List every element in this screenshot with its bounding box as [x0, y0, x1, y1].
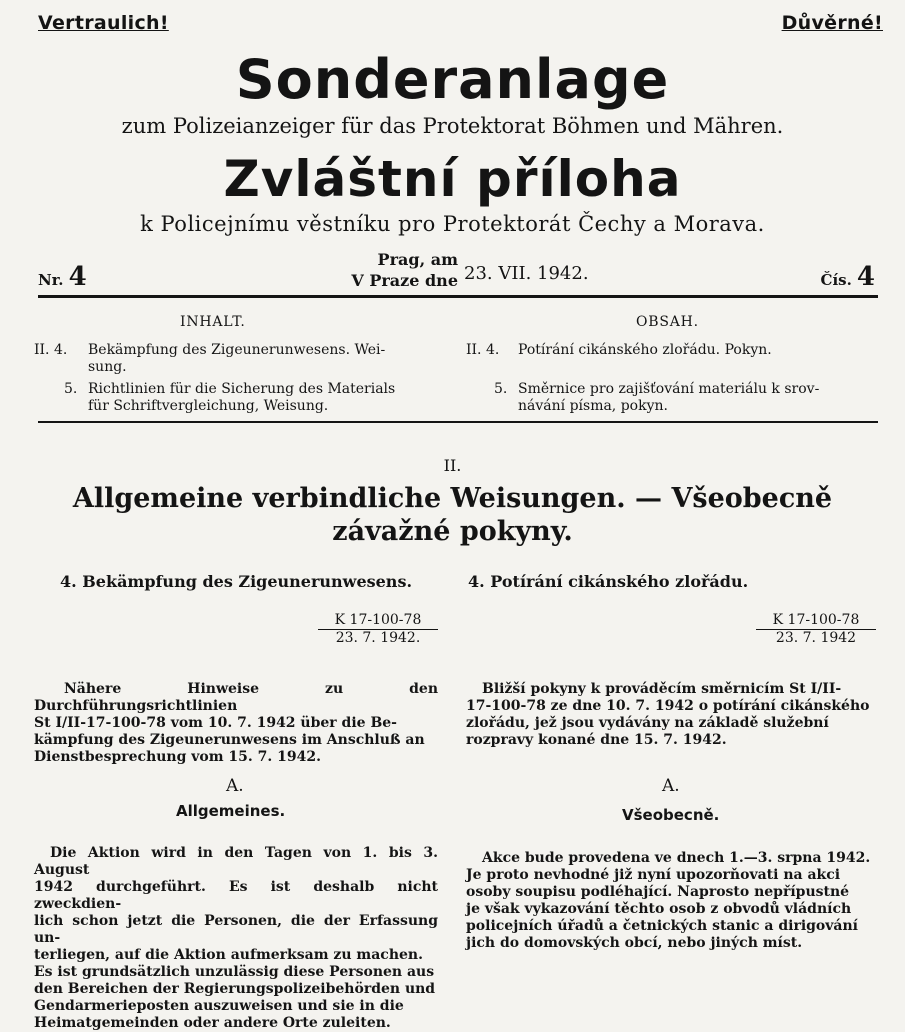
cis-value: 4	[856, 262, 875, 292]
issue-number-de	[38, 262, 87, 292]
issue-number-cz	[821, 262, 876, 292]
header-divider	[38, 295, 878, 298]
reference-date: 23. 7. 1942.	[335, 630, 421, 646]
text-line: rozpravy konané dne 15. 7. 1942.	[466, 732, 727, 748]
reference-date: 23. 7. 1942	[775, 630, 857, 646]
toc-heading-cz: OBSAH.	[636, 314, 699, 330]
confidential-label-de: Vertraulich!	[38, 12, 169, 34]
toc-text-line: Richtlinien für die Sicherung des Materials	[88, 381, 396, 397]
text-line: jich do domovských obcí, nebo jiných míst.	[466, 935, 803, 951]
nr-value: 4	[68, 262, 87, 292]
subsection-title-de: Allgemeines.	[176, 802, 286, 820]
section-title-line-1: Allgemeine verbindliche Weisungen. — Všeobecně	[72, 483, 833, 514]
toc-text-line: návání písma, pokyn.	[518, 398, 668, 414]
subsection-title-cz: Všeobecně.	[622, 806, 720, 824]
text-line: Dienstbesprechung vom 15. 7. 1942.	[34, 749, 321, 765]
text-line: je však vykazování těchto osob z obvodů vládních	[466, 901, 852, 917]
text-line: terliegen, auf die Aktion aufmerksam zu machen.	[34, 947, 423, 963]
toc-item-cz-1	[466, 342, 499, 359]
toc-text-line: Bekämpfung des Zigeunerunwesens. Wei-	[88, 342, 386, 358]
toc-item-de-1	[34, 342, 67, 359]
subsection-letter-de: A.	[226, 776, 244, 796]
text-line: 1942 durchgeführt. Es ist deshalb nicht zweckdien-	[34, 879, 438, 912]
body-paragraph-cz	[466, 850, 876, 952]
toc-text-line: für Schriftvergleichung, Weisung.	[88, 398, 329, 414]
toc-item-de-2	[64, 381, 77, 398]
section-number: II.	[443, 456, 462, 475]
text-line: kämpfung des Zigeunerunwesens im Anschluß an	[34, 732, 425, 748]
reference-de	[318, 612, 438, 646]
text-line: Akce bude provedena ve dnech 1.—3. srpna 1942.	[482, 850, 871, 866]
place-de: Prag, am	[377, 250, 458, 269]
toc-num: II. 4.	[34, 342, 68, 358]
place-cz: V Praze dne	[351, 271, 458, 290]
text-line: 17-100-78 ze dne 10. 7. 1942 o potírání cikánského	[466, 698, 870, 714]
issue-place	[340, 249, 458, 291]
intro-paragraph-cz	[466, 681, 876, 749]
toc-divider	[38, 421, 878, 423]
toc-num: 5.	[64, 381, 78, 397]
toc-text-line: sung.	[88, 359, 127, 375]
cis-label: Čís.	[820, 271, 852, 289]
issue-date: 23. VII. 1942.	[464, 263, 589, 284]
text-line: lich schon jetzt die Personen, die der Erfassung un-	[34, 913, 438, 946]
toc-text-de-2	[88, 381, 442, 415]
toc-text-line: Potírání cikánského zlořádu. Pokyn.	[518, 342, 772, 358]
toc-text-cz-1	[518, 342, 878, 359]
confidential-label-cz: Důvěrné!	[781, 12, 883, 34]
toc-num: 5.	[494, 381, 508, 397]
subtitle-de: zum Polizeianzeiger für das Protektorat Böhmen und Mähren.	[121, 114, 784, 138]
text-line: Nähere Hinweise zu den Durchführungsrichtlinien	[34, 681, 438, 714]
toc-num: II. 4.	[466, 342, 500, 358]
reference-cz	[756, 612, 876, 646]
title-cz: Zvláštní příloha	[223, 150, 682, 208]
intro-paragraph-de	[34, 681, 438, 766]
text-line: Gendarmerieposten auszuweisen und sie in die	[34, 998, 404, 1014]
title-de: Sonderanlage	[235, 48, 670, 111]
text-line: policejních úřadů a četnických stanic a dirigování	[466, 918, 858, 934]
reference-number: K 17-100-78	[318, 612, 438, 630]
reference-number: K 17-100-78	[756, 612, 876, 630]
toc-text-de-1	[88, 342, 442, 376]
text-line: osoby soupisu podléhající. Naprosto nepřípustné	[466, 884, 850, 900]
text-line: Die Aktion wird in den Tagen von 1. bis 3. August	[34, 845, 438, 878]
subtitle-cz: k Policejnímu věstníku pro Protektorát Čechy a Morava.	[140, 212, 765, 236]
text-line: zlořádu, jež jsou vydávány na základě služební	[466, 715, 829, 731]
toc-text-line: Směrnice pro zajišťování materiálu k srov-	[518, 381, 820, 397]
toc-text-cz-2	[518, 381, 878, 415]
article-title-cz: 4. Potírání cikánského zlořádu.	[468, 572, 749, 591]
text-line: Je proto nevhodné již nyní upozorňovati na akci	[466, 867, 841, 883]
text-line: den Bereichen der Regierungspolizeibehörden und	[34, 981, 436, 997]
section-title-line-2: závažné pokyny.	[332, 516, 573, 547]
text-line: Heimatgemeinden oder andere Orte zuleiten.	[34, 1015, 391, 1031]
text-line: Bližší pokyny k prováděcím směrnicím St I/II-	[482, 681, 842, 697]
toc-item-cz-2	[494, 381, 507, 398]
nr-label: Nr.	[38, 271, 64, 289]
toc-heading-de: INHALT.	[180, 314, 246, 330]
subsection-letter-cz: A.	[662, 776, 680, 796]
text-line: St I/II-17-100-78 vom 10. 7. 1942 über die Be-	[34, 715, 397, 731]
article-title-de: 4. Bekämpfung des Zigeunerunwesens.	[60, 572, 413, 591]
text-line: Es ist grundsätzlich unzulässig diese Personen aus	[34, 964, 435, 980]
body-paragraph-de	[34, 845, 438, 1032]
section-title	[0, 482, 905, 548]
